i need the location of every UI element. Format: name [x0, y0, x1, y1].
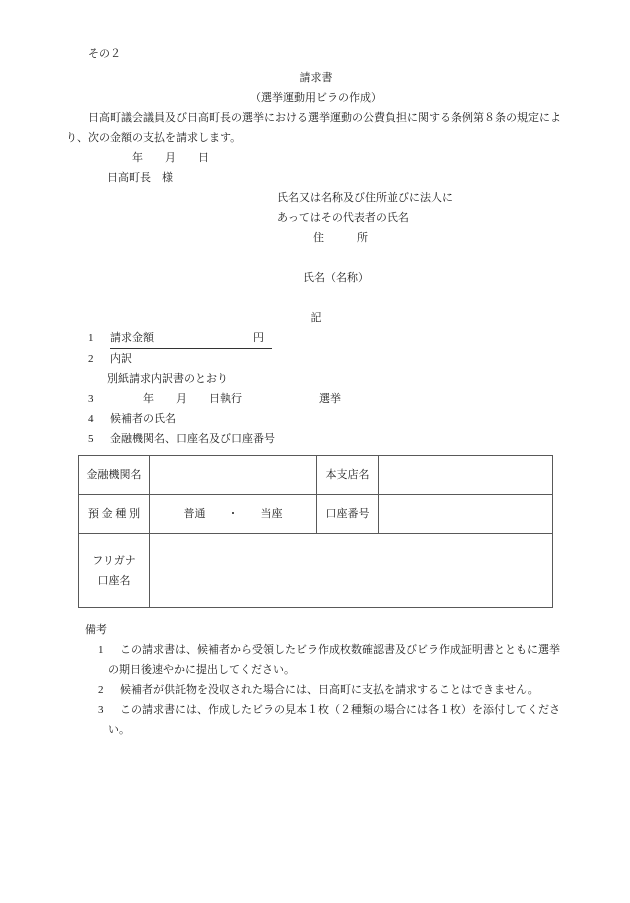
remark-note-1: [98, 640, 566, 680]
ki-heading: 記: [310, 312, 322, 324]
sender-address-label: 住 所: [313, 232, 368, 244]
account-number-value-cell: [379, 495, 553, 534]
form-number: その２: [88, 48, 121, 60]
note-2-text: 候補者が供託物を没収された場合には、日高町に支払を請求することはできません。: [120, 684, 539, 696]
item-4-label: 候補者の氏名: [110, 413, 176, 425]
remark-note-3: [98, 700, 566, 740]
furigana-label: フリガナ: [92, 554, 136, 567]
table-row: [79, 456, 553, 495]
branch-value-cell: [379, 456, 553, 495]
spacer: [66, 248, 566, 268]
sender-note-line1: 氏名又は名称及び住所並びに法人に: [277, 192, 453, 204]
account-number-label-cell: 口座番号: [317, 495, 379, 534]
list-item-3: [66, 389, 566, 409]
item-2-label: 内訳: [110, 353, 132, 365]
document-title: 請求書: [299, 72, 333, 84]
note-1-number: 1: [98, 644, 104, 656]
account-name-label-cell: [79, 534, 150, 608]
financial-institution-value-cell: [150, 456, 317, 495]
deposit-type-options-cell: 普通 ・ 当座: [150, 495, 317, 534]
account-name-value-cell: [150, 534, 553, 608]
date-field: 年 月 日: [132, 152, 209, 164]
sender-name-label: 氏名（名称）: [303, 272, 369, 284]
document-subtitle: （選挙運動用ビラの作成）: [250, 92, 382, 104]
item-2-detail: 別紙請求内訳書のとおり: [107, 373, 228, 385]
note-3-text: この請求書には、作成したビラの見本１枚（２種類の場合には各１枚）を添付してください。: [108, 704, 560, 736]
list-item-4: [66, 409, 566, 429]
item-1-number: 1: [88, 332, 94, 344]
list-item-5: [66, 429, 566, 449]
note-3-number: 3: [98, 704, 104, 716]
note-1-text: この請求書は、候補者から受領したビラ作成枚数確認書及びビラ作成証明書とともに選挙の期日後速やかに提出してください。: [108, 644, 560, 676]
item-3-label: 年 月 日執行 選挙: [110, 393, 341, 405]
bank-account-table: [78, 455, 553, 608]
deposit-type-label-cell: 預 金 種 別: [79, 495, 150, 534]
table-row: [79, 495, 553, 534]
item-3-number: 3: [88, 393, 94, 405]
item-4-number: 4: [88, 413, 94, 425]
document-content: [66, 44, 566, 740]
table-row: [79, 534, 553, 608]
remarks-heading: 備考: [85, 624, 107, 636]
claim-amount-field: [110, 328, 272, 349]
list-item-1: [66, 328, 566, 349]
financial-institution-label-cell: 金融機関名: [79, 456, 150, 495]
claim-amount-unit: 円: [253, 332, 264, 344]
sender-note-line2: あってはその代表者の氏名: [277, 212, 409, 224]
item-5-label: 金融機関名、口座名及び口座番号: [110, 433, 275, 445]
addressee: 日高町長 様: [107, 172, 173, 184]
account-name-label: 口座名: [97, 574, 131, 587]
item-5-number: 5: [88, 433, 94, 445]
list-item-2: [66, 349, 566, 369]
item-2-number: 2: [88, 353, 94, 365]
body-paragraph: 日高町議会議員及び日高町長の選挙における選挙運動の公費負担に関する条例第８条の規定により、次の金額の支払を請求します。: [66, 112, 561, 144]
remark-note-2: [98, 680, 566, 700]
spacer: [66, 288, 566, 308]
branch-label-cell: 本支店名: [317, 456, 379, 495]
note-2-number: 2: [98, 684, 104, 696]
claim-amount-label: 請求金額: [110, 332, 154, 344]
